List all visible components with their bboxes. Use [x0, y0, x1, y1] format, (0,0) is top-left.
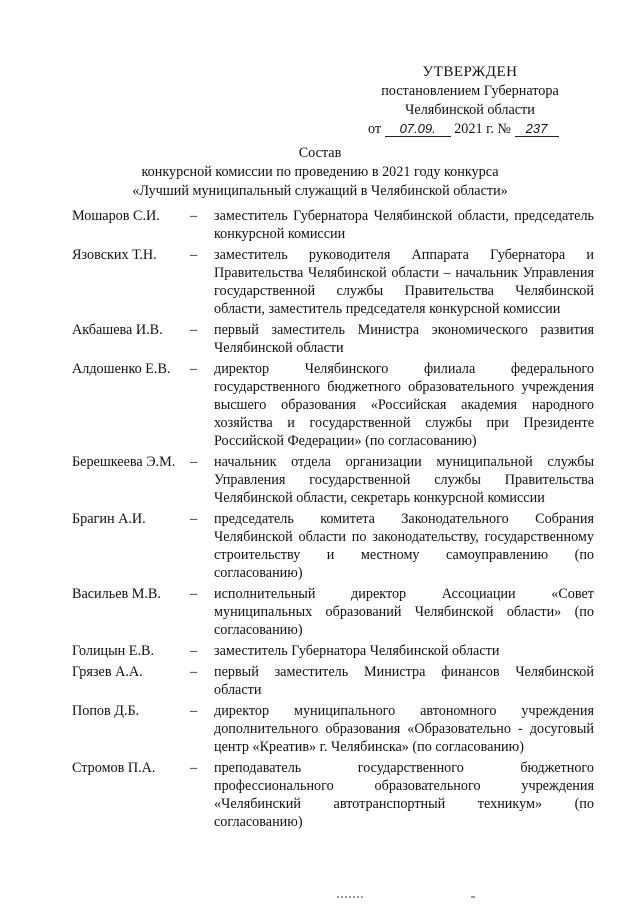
member-row [72, 246, 594, 318]
member-position: начальник отдела организации муниципальной службы Управления государственной службы Правительства Челябинской области, секретарь конкурсной комиссии [214, 454, 594, 506]
date-prefix: от [368, 121, 382, 137]
member-position: директор Челябинского филиала федерального государственного бюджетного образовательного учреждения высшего образования «Российская академия народного хозяйства и государственной службы при Президенте Российской Федерации» (по согласованию) [214, 361, 594, 449]
member-name: Грязев А.А. [72, 664, 143, 680]
scan-footer-mark-small [471, 896, 475, 898]
member-name: Мошаров С.И. [72, 208, 160, 224]
member-row [72, 207, 594, 243]
member-row [72, 360, 594, 450]
member-position: директор муниципального автономного учреждения дополнительного образования «Образовательно - досуговый центр «Креатив» г. Челябинска» (по согласованию) [214, 703, 594, 755]
member-name: Голицын Е.В. [72, 643, 155, 659]
member-position: исполнительный директор Ассоциации «Совет муниципальных образований Челябинской области» (по согласованию) [214, 586, 594, 638]
member-row [72, 642, 594, 660]
member-position: председатель комитета Законодательного Собрания Челябинской области по законодательству, государственному строительству и местному самоуправлению (по согласованию) [214, 511, 594, 581]
member-row [72, 510, 594, 582]
date-year: 2021 г. № [454, 121, 511, 137]
member-row [72, 453, 594, 507]
member-dash: – [190, 703, 198, 719]
approval-line-1: постановлением Губернатора [381, 83, 559, 99]
member-name: Попов Д.Б. [72, 703, 140, 719]
member-dash: – [190, 247, 198, 263]
member-row [72, 702, 594, 756]
member-dash: – [190, 760, 198, 776]
approval-block [360, 63, 580, 139]
member-name: Язовских Т.Н. [72, 247, 157, 263]
member-position: заместитель Губернатора Челябинской области, председатель конкурсной комиссии [214, 208, 594, 242]
member-dash: – [190, 361, 198, 377]
scan-footer-mark [337, 896, 365, 898]
member-dash: – [190, 586, 198, 602]
heading-line-2: конкурсной комиссии по проведению в 2021 году конкурса [141, 164, 499, 180]
member-row [72, 759, 594, 831]
member-dash: – [190, 208, 198, 224]
member-position: преподаватель государственного бюджетного профессионального образовательного учреждения «Челябинский автотранспортный техникум» (по согласованию) [214, 760, 594, 830]
decree-date: 07.09. [385, 121, 451, 137]
member-row [72, 585, 594, 639]
member-position: первый заместитель Министра экономического развития Челябинской области [214, 322, 594, 356]
approval-date-line [360, 120, 580, 139]
member-dash: – [190, 643, 198, 659]
document-heading [40, 144, 600, 201]
member-dash: – [190, 511, 198, 527]
member-position: заместитель Губернатора Челябинской области [214, 643, 500, 659]
decree-number: 237 [515, 121, 559, 137]
member-name: Васильев М.В. [72, 586, 161, 602]
member-name: Алдошенко Е.В. [72, 361, 171, 377]
member-name: Акбашева И.В. [72, 322, 163, 338]
member-position: первый заместитель Министра финансов Челябинской области [214, 664, 594, 698]
approval-title: УТВЕРЖДЕН [422, 64, 518, 80]
heading-line-1: Состав [298, 145, 342, 161]
member-row [72, 663, 594, 699]
member-position: заместитель руководителя Аппарата Губернатора и Правительства Челябинской области – начальник Управления государственной службы Правительства Челябинской области, заместитель председателя конкурсной комиссии [214, 247, 594, 317]
member-name: Брагин А.И. [72, 511, 146, 527]
member-row [72, 321, 594, 357]
member-name: Стромов П.А. [72, 760, 156, 776]
approval-line-2: Челябинской области [405, 102, 535, 118]
commission-members-list [72, 207, 594, 834]
member-dash: – [190, 322, 198, 338]
member-name: Берешкеева Э.М. [72, 454, 176, 470]
member-dash: – [190, 454, 198, 470]
member-dash: – [190, 664, 198, 680]
heading-line-3: «Лучший муниципальный служащий в Челябинской области» [132, 183, 508, 199]
